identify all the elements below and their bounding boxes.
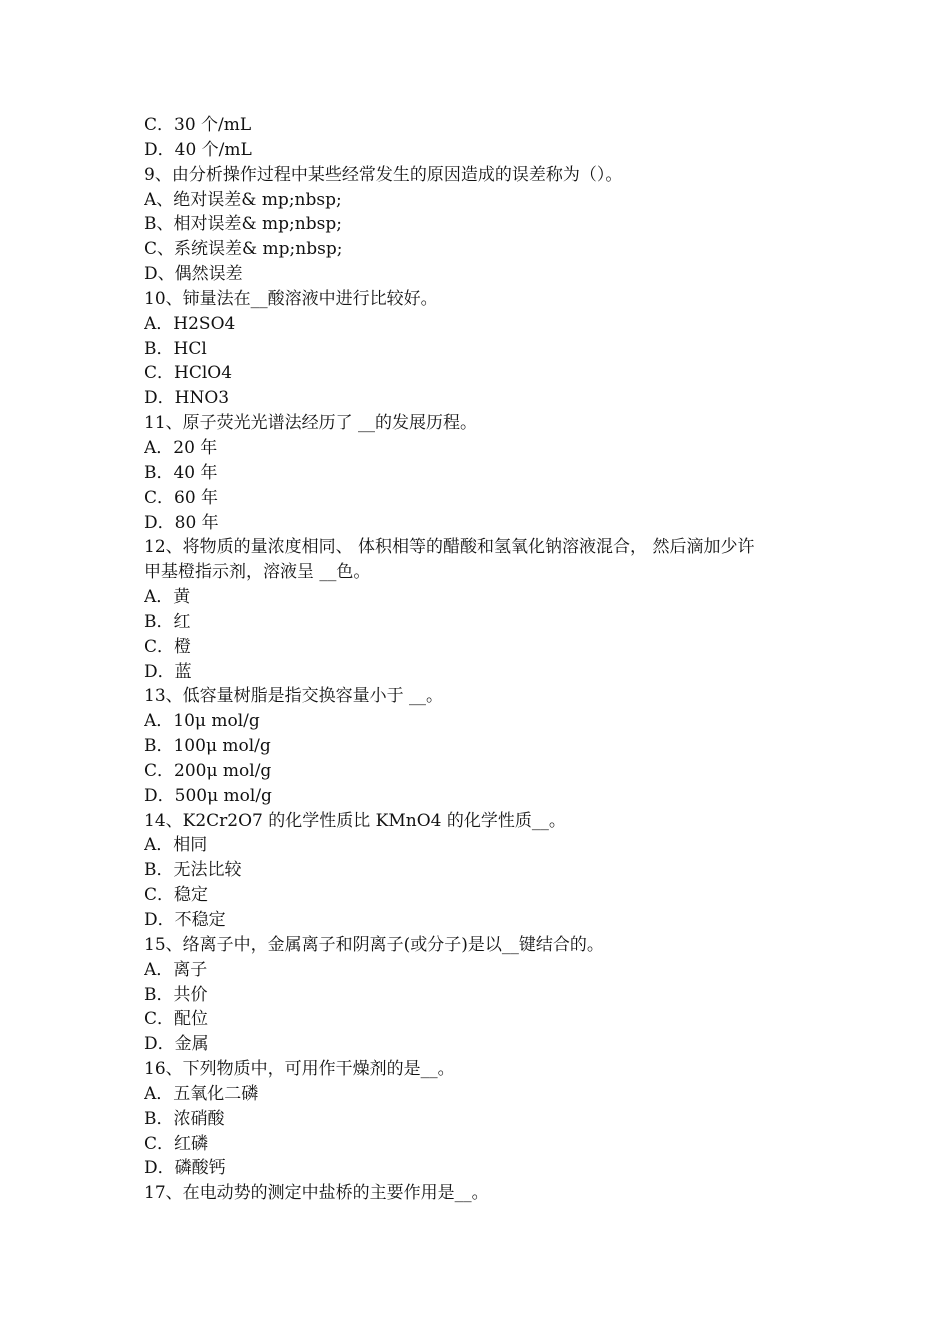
q11-option-d: D．80 年 — [144, 512, 219, 533]
q14-option-d: D．不稳定 — [144, 910, 226, 930]
q16-option-a: A．五氧化二磷 — [144, 1083, 259, 1104]
q13-option-c: C．200μ mol/g — [144, 760, 272, 781]
q13-option-d: D．500μ mol/g — [144, 785, 272, 806]
q15-option-d: D．金属 — [144, 1034, 209, 1055]
option-c-30: C．30 个/mL — [144, 115, 252, 135]
q11-option-a: A．20 年 — [144, 437, 218, 458]
q15-option-b: B．共价 — [144, 984, 208, 1005]
q16-option-b: B．浓硝酸 — [144, 1108, 225, 1129]
question-11: 11、原子荧光光谱法经历了 __的发展历程。 — [144, 413, 478, 434]
question-14: 14、K2Cr2O7 的化学性质比 KMnO4 的化学性质__。 — [144, 810, 566, 831]
option-d-40: D．40 个/mL — [144, 139, 252, 160]
exam-text-body — [144, 113, 824, 1206]
q13-option-b: B．100μ mol/g — [144, 736, 271, 757]
q11-option-c: C．60 年 — [144, 487, 219, 508]
question-17: 17、在电动势的测定中盐桥的主要作用是__。 — [144, 1183, 489, 1204]
q11-option-b: B．40 年 — [144, 462, 218, 483]
q14-option-c: C．稳定 — [144, 885, 209, 906]
q9-option-b: B、相对误差& mp;nbsp; — [144, 214, 342, 235]
q12-option-b: B．红 — [144, 611, 191, 632]
q13-option-a: A．10μ mol/g — [144, 711, 260, 732]
q16-option-c: C．红磷 — [144, 1133, 209, 1154]
q12-option-c: C．橙 — [144, 636, 192, 657]
q10-option-d: D．HNO3 — [144, 388, 230, 409]
q15-option-c: C．配位 — [144, 1009, 209, 1030]
q15-option-a: A．离子 — [144, 959, 208, 980]
q12-option-a: A．黄 — [144, 587, 191, 608]
q14-option-b: B．无法比较 — [144, 860, 242, 881]
q14-option-a: A．相同 — [144, 835, 208, 856]
question-10: 10、铈量法在__酸溶液中进行比较好。 — [144, 288, 438, 309]
question-9: 9、由分析操作过程中某些经常发生的原因造成的误差称为（）。 — [144, 164, 623, 185]
q10-option-a: A．H2SO4 — [144, 313, 236, 334]
question-15: 15、络离子中，金属离子和阴离子(或分子)是以__键结合的。 — [144, 934, 604, 955]
q10-option-b: B．HCl — [144, 338, 207, 359]
q12-option-d: D．蓝 — [144, 661, 192, 682]
question-16: 16、下列物质中，可用作干燥剂的是__。 — [144, 1059, 455, 1080]
question-12-line-2: 甲基橙指示剂，溶液呈 __色。 — [144, 562, 371, 583]
q9-option-d: D、偶然误差 — [144, 264, 243, 285]
q10-option-c: C．HClO4 — [144, 363, 233, 384]
question-13: 13、低容量树脂是指交换容量小于 __。 — [144, 686, 444, 707]
q16-option-d: D．磷酸钙 — [144, 1158, 226, 1179]
question-12-line-1: 12、将物质的量浓度相同、 体积相等的醋酸和氢氧化钠溶液混合， 然后滴加少许 — [144, 537, 755, 558]
q9-option-a: A、绝对误差& mp;nbsp; — [144, 189, 342, 210]
q9-option-c: C、系统误差& mp;nbsp; — [144, 239, 343, 260]
